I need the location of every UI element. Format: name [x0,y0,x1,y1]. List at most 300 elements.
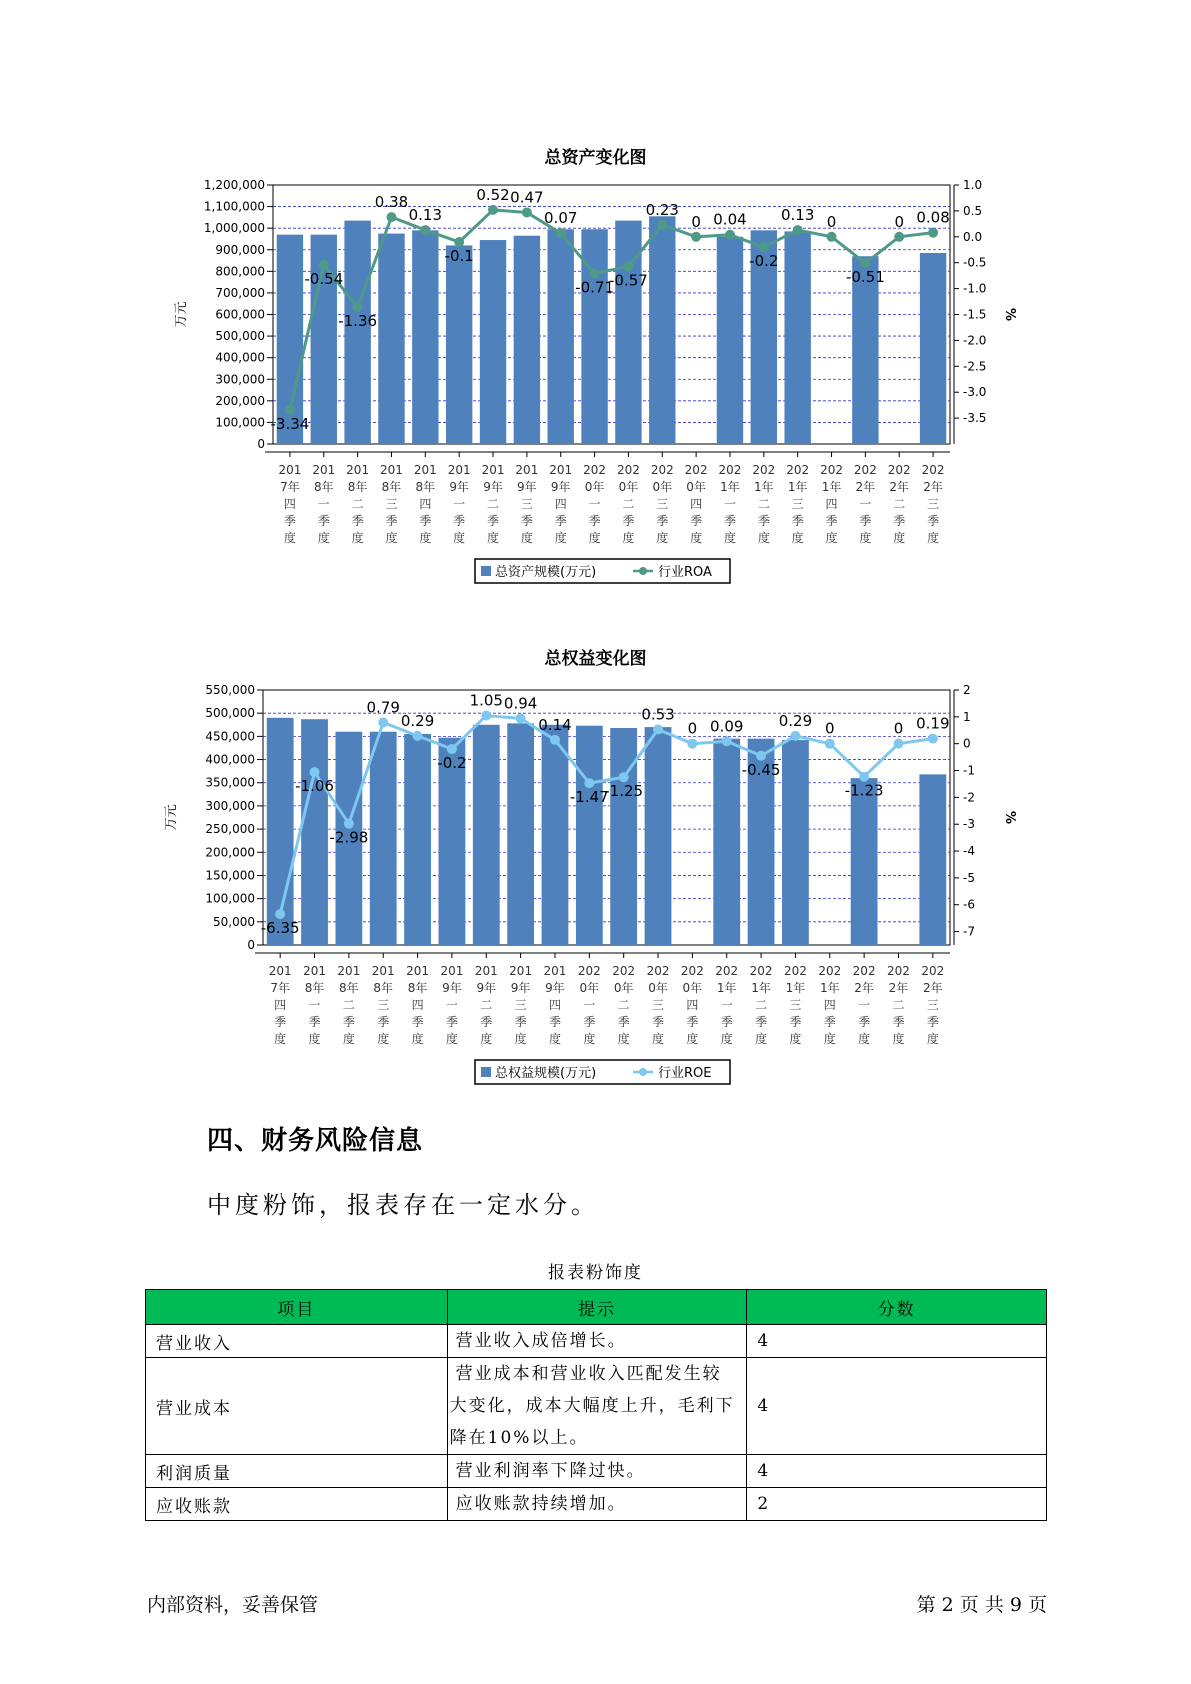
x-tick-label: 201 [474,964,498,978]
y2-tick-label: 1 [963,709,971,724]
series-point [722,736,732,746]
x-tick-label: 一 [453,497,466,511]
data-label: -1.36 [338,312,378,331]
x-tick-label: 四 [686,998,699,1012]
x-tick-label: 度 [791,531,804,545]
series-point [619,772,629,782]
x-tick-label: 二 [893,497,906,511]
series-point [386,212,396,222]
x-tick-label: 7年 [280,480,300,494]
x-tick-label: 度 [656,531,669,545]
x-tick-label: 9年 [449,480,469,494]
y-tick-label: 150,000 [205,868,255,883]
x-tick-label: 201 [380,463,403,477]
x-tick-label: 季 [755,1015,768,1029]
data-label: -0.1 [444,246,474,265]
x-tick-label: 季 [419,514,432,528]
data-label: -0.2 [749,252,779,271]
bar [473,725,500,945]
data-label: 0 [826,212,837,231]
x-tick-label: 度 [652,1032,665,1046]
x-tick-label: 度 [411,1032,424,1046]
x-tick-label: 二 [342,998,355,1012]
x-tick-label: 季 [377,1015,390,1029]
data-label: -0.57 [609,271,648,290]
risk-table [145,1289,1047,1521]
row-score: 4 [747,1455,1047,1488]
table-row [146,1488,1047,1521]
y-axis-right [954,178,986,444]
bar [784,231,810,444]
x-tick-label: 季 [791,514,804,528]
x-tick-label: 度 [825,531,838,545]
data-label: 0.47 [510,188,544,207]
y2-axis-label: % [1002,810,1017,825]
series-point [344,819,354,829]
x-tick-label: 度 [385,531,398,545]
x-tick-label: 度 [419,531,432,545]
x-tick-label: 季 [927,514,940,528]
x-tick-label: 8年 [415,480,436,494]
data-label: 0.94 [503,694,538,713]
y-tick-label: 500,000 [215,329,265,344]
data-label: 0.53 [641,705,675,724]
x-tick-label: 201 [413,463,437,477]
series-point [275,909,285,919]
x-tick-label: 季 [411,1015,424,1029]
y-tick-label: 450,000 [205,729,255,744]
x-tick-label: 201 [440,964,464,978]
x-tick-label: 一 [858,998,871,1012]
y2-tick-label: -2.5 [963,359,987,374]
x-tick-label: 1年 [751,981,771,995]
y2-tick-label: -3.0 [963,385,987,400]
x-tick-label: 度 [514,1032,527,1046]
x-tick-label: 1年 [785,981,806,995]
x-tick-label: 1年 [821,480,842,494]
legend-point-swatch [639,567,647,575]
chart-title-total-equity: 总权益变化图 [544,649,647,669]
x-tick-label: 202 [612,964,636,978]
y-tick-label: 300,000 [215,372,265,387]
x-tick-label: 度 [520,531,533,545]
y-tick-label: 0 [247,938,255,952]
x-tick-label: 度 [351,531,364,545]
data-label: 0.29 [400,711,435,730]
data-label: -1.23 [844,781,884,800]
series-point [590,269,600,279]
x-tick-label: 季 [926,1015,939,1029]
x-tick-label: 度 [617,1032,630,1046]
x-tick-label: 201 [481,463,505,477]
x-tick-label: 一 [445,998,458,1012]
data-label: 0.14 [538,715,572,734]
x-tick-label: 度 [757,531,770,545]
x-tick-label: 2年 [923,981,943,995]
x-tick-label: 三 [514,998,527,1012]
series-point [860,258,870,268]
x-tick-label: 度 [686,1032,699,1046]
series-point [928,734,938,744]
y-tick-label: 1,100,000 [203,199,265,214]
row-hint-line: 营业利润率下降过快。 [455,1461,646,1481]
y-axis-label: 万元 [174,301,189,328]
x-tick-label: 度 [588,531,601,545]
y-tick-label: 1,200,000 [203,178,265,192]
x-tick-label: 度 [893,531,906,545]
row-hint-line: 大变化，成本大幅度上升，毛利下 [449,1396,735,1416]
x-tick-label: 度 [789,1032,802,1046]
series-point [310,767,320,777]
y-tick-label: 350,000 [205,775,255,790]
x-tick-label: 2年 [923,480,943,494]
x-tick-label: 季 [825,514,838,528]
x-tick-label: 度 [690,531,703,545]
row-hint [447,1325,747,1358]
y-axis-label: 万元 [164,804,179,831]
y-tick-label: 400,000 [215,350,265,365]
y2-tick-label: 0.0 [963,229,983,244]
x-tick-label: 1年 [720,480,740,494]
x-tick-label: 季 [487,514,500,528]
x-tick-label: 季 [453,514,466,528]
bar [645,727,672,945]
x-tick-label: 度 [927,531,940,545]
row-hint-line: 降在10%以上。 [449,1428,589,1448]
x-tick-label: 一 [308,998,321,1012]
data-label: -1.47 [569,788,609,807]
x-tick-label: 202 [887,463,911,477]
y-axis-right [954,683,975,945]
y2-tick-label: -2 [963,790,975,805]
series-point [691,232,701,242]
x-tick-label: 度 [445,1032,458,1046]
series-point [413,731,423,741]
data-label: 0.52 [476,185,510,204]
bar [480,240,506,444]
data-label: 0.08 [916,208,950,227]
x-tick-label: 201 [371,964,395,978]
series-point [584,778,594,788]
x-tick-label: 季 [274,1015,287,1029]
series-point [894,232,904,242]
x-tick-label: 季 [789,1015,802,1029]
x-tick-label: 度 [755,1032,768,1046]
x-tick-label: 201 [543,964,567,978]
data-label: -0.71 [575,278,614,297]
y2-tick-label: -1.0 [963,281,987,296]
y-tick-label: 100,000 [215,415,265,430]
x-tick-label: 201 [515,463,539,477]
x-tick-label: 季 [617,1015,630,1029]
legend [475,1060,730,1084]
x-tick-label: 季 [548,1015,561,1029]
x-tick-label: 一 [720,998,733,1012]
data-label: -0.45 [741,760,781,779]
x-tick-label: 0年 [618,480,639,494]
x-tick-label: 季 [686,1015,699,1029]
x-tick-label: 201 [406,964,430,978]
x-tick-label: 三 [656,497,669,511]
x-tick-label: 季 [723,514,736,528]
x-tick-label: 9年 [517,480,537,494]
x-axis [265,452,950,545]
y-tick-label: 900,000 [215,242,265,257]
y-tick-label: 500,000 [205,706,255,721]
x-tick-label: 季 [823,1015,836,1029]
footer-note: 内部资料，妥善保管 [147,1594,319,1616]
series-point [454,237,464,247]
row-hint-line: 营业收入成倍增长。 [455,1331,627,1351]
x-tick-label: 1年 [754,480,774,494]
y2-tick-label: 0 [963,736,971,751]
x-tick-label: 202 [684,463,708,477]
data-label: 0.23 [645,200,679,219]
header-item: 项目 [146,1290,448,1325]
x-tick-label: 度 [283,531,296,545]
data-label: -2.98 [329,828,369,847]
series-point [653,724,663,734]
x-tick-label: 8年 [407,981,428,995]
x-tick-label: 三 [926,998,939,1012]
bar [404,734,431,945]
header-hint: 提示 [447,1290,747,1325]
x-tick-label: 四 [554,497,567,511]
table-caption: 报表粉饰度 [548,1263,643,1283]
x-tick-label: 201 [509,964,533,978]
row-item: 营业收入 [146,1325,448,1358]
bar [610,728,637,945]
data-label: 0 [687,719,698,738]
x-tick-label: 度 [308,1032,321,1046]
x-tick-label: 202 [783,964,807,978]
x-tick-label: 季 [317,514,330,528]
x-tick-label: 度 [274,1032,287,1046]
table-row [146,1325,1047,1358]
x-tick-label: 三 [377,998,390,1012]
x-tick-label: 四 [274,998,287,1012]
table-row [146,1358,1047,1455]
x-tick-label: 度 [859,531,872,545]
data-label: -1.06 [295,777,334,796]
x-tick-label: 季 [554,514,567,528]
x-tick-label: 度 [858,1032,871,1046]
row-item: 营业成本 [146,1358,448,1455]
x-tick-label: 202 [646,964,670,978]
x-tick-label: 8年 [304,981,325,995]
x-tick-label: 201 [278,463,302,477]
y2-tick-label: -1.5 [963,307,987,322]
page-number: 第 2 页 共 9 页 [916,1594,1047,1616]
x-tick-label: 四 [548,998,561,1012]
x-tick-label: 一 [723,497,736,511]
bar [782,740,809,945]
x-tick-label: 202 [650,463,674,477]
x-tick-label: 季 [656,514,669,528]
data-label: 0 [691,212,701,231]
data-label: 0.13 [780,206,815,225]
bar [649,216,675,444]
x-tick-label: 202 [921,964,945,978]
series-point [285,405,295,415]
data-label: 0.09 [710,717,744,736]
x-tick-label: 度 [622,531,635,545]
data-label: 0.79 [366,698,400,717]
total-assets-chart [0,170,1191,590]
x-tick-label: 201 [549,463,573,477]
x-tick-label: 季 [385,514,398,528]
x-tick-label: 三 [652,998,665,1012]
x-tick-label: 0年 [686,480,706,494]
x-tick-label: 201 [303,964,326,978]
x-tick-label: 二 [892,998,905,1012]
series-point [827,232,837,242]
x-tick-label: 季 [283,514,296,528]
header-score: 分数 [747,1290,1047,1325]
x-tick-label: 季 [583,1015,596,1029]
x-tick-label: 季 [342,1015,355,1029]
x-tick-label: 三 [789,998,802,1012]
x-tick-label: 202 [680,964,704,978]
x-tick-label: 0年 [682,981,703,995]
x-tick-label: 0年 [579,981,600,995]
bar [542,725,569,945]
row-hint-line: 应收账款持续增加。 [455,1494,627,1514]
data-label: -6.35 [260,919,300,938]
data-label: 0.07 [544,209,578,228]
x-tick-label: 201 [337,964,361,978]
x-tick-label: 二 [755,998,768,1012]
x-tick-label: 季 [690,514,703,528]
legend-label: 行业ROA [658,565,712,580]
x-tick-label: 四 [825,497,838,511]
y-tick-label: 300,000 [205,798,255,813]
data-label: -1.25 [604,782,644,801]
x-tick-label: 202 [749,964,773,978]
series-point [687,739,697,749]
y2-tick-label: -2.0 [963,333,987,348]
x-tick-label: 9年 [476,981,497,995]
bar [548,229,574,444]
x-tick-label: 一 [317,497,330,511]
y2-tick-label: 2 [963,683,971,697]
row-hint [447,1358,747,1455]
x-tick-label: 季 [445,1015,458,1029]
x-tick-label: 9年 [545,981,565,995]
y2-tick-label: -0.5 [963,255,987,270]
bar [919,774,946,945]
x-tick-label: 季 [720,1015,733,1029]
x-tick-label: 度 [720,1032,733,1046]
series-point [893,739,903,749]
series-point [793,225,803,235]
series-point [928,228,938,238]
x-tick-label: 202 [786,463,810,477]
x-tick-label: 度 [892,1032,905,1046]
x-tick-label: 202 [616,463,640,477]
x-tick-label: 三 [520,497,533,511]
data-label: 1.05 [469,691,503,710]
bar [717,237,743,444]
x-tick-label: 2年 [854,981,874,995]
x-tick-label: 1年 [716,981,737,995]
x-tick-label: 8年 [347,480,368,494]
y2-tick-label: -6 [963,897,975,912]
x-tick-label: 季 [622,514,635,528]
x-tick-label: 1年 [819,981,840,995]
data-label: 0 [825,719,835,738]
x-tick-label: 201 [447,463,471,477]
data-label: 0.04 [713,210,747,229]
x-tick-label: 度 [554,531,567,545]
x-tick-label: 8年 [313,480,334,494]
x-tick-label: 0年 [648,981,668,995]
series-point [378,717,388,727]
y-tick-label: 700,000 [215,285,265,300]
x-tick-label: 202 [820,463,843,477]
y-tick-label: 100,000 [205,891,255,906]
x-tick-label: 季 [893,514,906,528]
bar [446,245,472,444]
y2-tick-label: -4 [963,844,975,859]
x-tick-label: 201 [312,463,336,477]
x-tick-label: 1年 [787,480,808,494]
table-header-row [146,1290,1047,1325]
row-hint [447,1488,747,1521]
x-tick-label: 二 [622,497,635,511]
x-tick-label: 四 [411,998,424,1012]
x-tick-label: 一 [588,497,601,511]
x-tick-label: 季 [480,1015,493,1029]
y-tick-label: 0 [257,437,265,451]
data-label: 0.29 [778,711,813,730]
series-point [725,230,735,240]
x-tick-label: 度 [926,1032,939,1046]
x-tick-label: 0年 [652,480,673,494]
x-tick-label: 202 [577,964,601,978]
row-item: 利润质量 [146,1455,448,1488]
x-tick-label: 0年 [613,981,634,995]
row-hint [447,1455,747,1488]
x-tick-label: 202 [921,463,945,477]
x-tick-label: 202 [715,964,739,978]
series-point [488,205,498,215]
x-tick-label: 三 [791,497,804,511]
x-tick-label: 201 [268,964,292,978]
x-tick-label: 9年 [550,480,571,494]
series-point [759,242,769,252]
table-row [146,1455,1047,1488]
row-score: 4 [747,1325,1047,1358]
series-point [319,260,329,270]
x-tick-label: 季 [652,1015,665,1029]
x-tick-label: 2年 [855,480,876,494]
x-tick-label: 2年 [888,981,909,995]
x-tick-label: 季 [520,514,533,528]
x-tick-label: 季 [588,514,601,528]
y-tick-label: 550,000 [205,683,255,697]
x-tick-label: 度 [377,1032,390,1046]
x-tick-label: 季 [858,1015,871,1029]
y-tick-label: 600,000 [215,307,265,322]
series-point [481,711,491,721]
x-tick-label: 季 [892,1015,905,1029]
series-point [516,713,526,723]
y-tick-label: 800,000 [215,264,265,279]
series-point [550,735,560,745]
x-tick-label: 二 [480,998,493,1012]
bar [920,253,946,444]
